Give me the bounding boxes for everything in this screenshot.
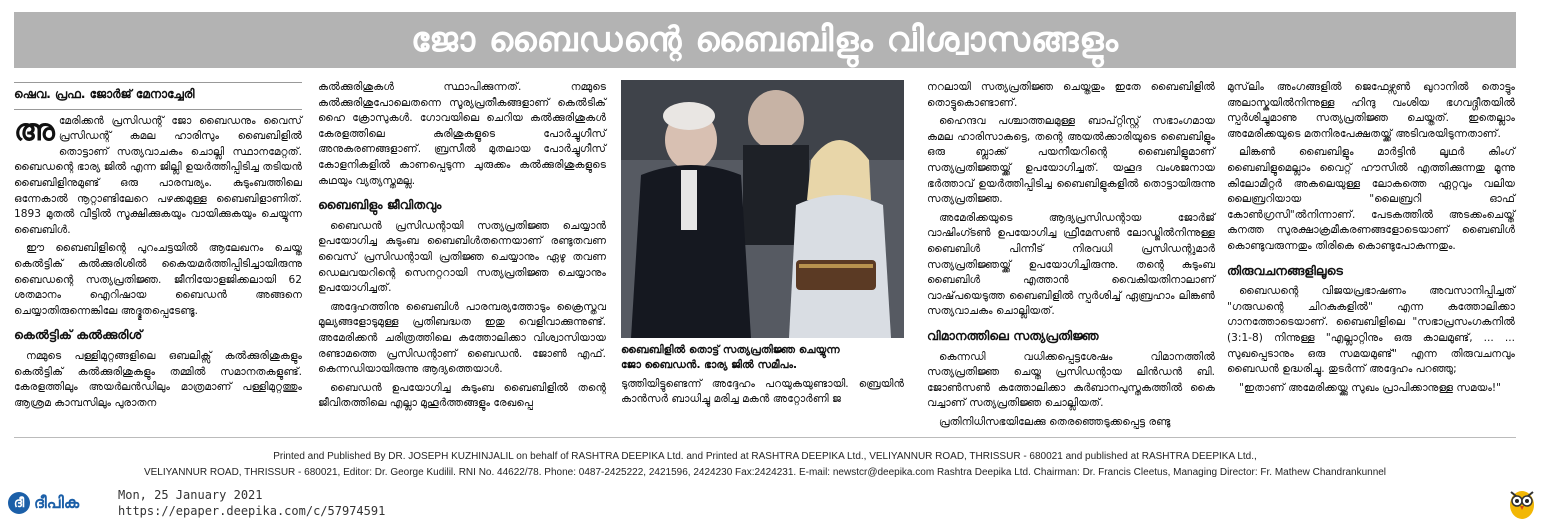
paragraph: പ്രതിനിധിസഭയിലേക്കു തെരഞ്ഞെടുക്കപ്പെട്ട രണ്ടു	[939, 415, 1171, 428]
photo-caption	[621, 343, 904, 407]
epaper-url[interactable]: https://epaper.deepika.com/c/57974591	[118, 504, 386, 518]
paragraph: നറലായി സത്യപ്രതിജ്ഞ ചെയ്തതും ഇതേ ബൈബിളിൽ തൊട്ടുകൊണ്ടാണ്.	[927, 81, 1215, 109]
paragraph-text: മേരിക്കൻ പ്രസിഡന്റ് ജോ ബൈഡനും വൈസ് പ്രസിഡന്റ് കമല ഹാരിസും ബൈബിളിൽ തൊട്ടാണ് സത്യവാചകം ചൊല്ലി സ്ഥാനമേറ്റത്. ബൈഡന്റെ ഭാര്യ ജിൽ എന്ന ജില്ലി ഉയർത്തിപ്പിടിച്ച തടിയൻ ബൈബിളിനുമുണ്ട് ഒരു പാരമ്പര്യം. കുടുംബത്തിലെ ഒന്നേകാൽ നൂറ്റാണ്ടിലേറെ പഴക്കമുള്ള ബൈബിളാണിത്. 1893 മുതൽ വീട്ടിൽ സൂക്ഷിക്കുകയും വായിക്കുകയും ചെയ്യുന്ന ബൈബിൾ.	[14, 114, 302, 236]
paragraph: ലിങ്കൺ ബൈബിളും മാർട്ടിൻ ലൂഥർ കിംഗ് ബൈബിളുമെല്ലാം വൈറ്റ് ഹൗസിൽ എത്തിക്കുന്നതു മൂന്നു കിലോമീറ്റർ അകലെയുള്ള ലോകത്തെ ഏറ്റവും വലിയ ലൈബ്രറിയായ "ലൈബ്രറി ഓഫ് കോൺഗ്രസി"ൽനിന്നാണ്. പേടകത്തിൽ അടക്കംചെയ്ത് കനത്ത സുരക്ഷാക്രമീകരണങ്ങളോടെയാണ് ബൈബിൾ കൊണ്ടുവരുന്നതും തിരികെ കൊണ്ടുപോകുന്നതും.	[1227, 146, 1515, 252]
subheading: കെൽട്ടിക് കൽക്കുരിശ്	[14, 327, 143, 343]
article-column-1	[14, 80, 302, 414]
paragraph: അമേരിക്കയുടെ ആദ്യപ്രസിഡന്റായ ജോർജ് വാഷിംഗ്ടൺ ഉപയോഗിച്ച ഫ്രീമേസൺ ലോഡ്ജിൽനിന്നുള്ള ബൈബിൾ പിന്നീട് നിരവധി പ്രസിഡന്റുമാർ സത്യപ്രതിജ്ഞയ്ക്ക് ഉപയോഗിച്ചിരുന്നു. തന്റെ കുടുംബ ബൈബിൾ എത്താൻ വൈകിയതിനാലാണ് വാഷ്‌പയെടുത്ത ബൈബിളിൽ സ്പർശിച്ച് ഏബ്രഹാം ലിങ്കൺ സത്യവാചകം ചൊല്ലിയത്.	[927, 211, 1215, 318]
paragraph: ഈ ബൈബിളിന്റെ പുറംചട്ടയിൽ ആലേഖനം ചെയ്ത കെൽട്ടിക് കൽക്കുരിശിൽ കൈയമർത്തിപ്പിടിച്ചായിരുന്നു ബൈഡന്റെ സത്യപ്രതിജ്ഞ. ജീനിയോളജിക്കലായി 62 ശതമാനം ഐറിഷായ ബൈഡൻ അങ്ങനെ ചെയ്യാതിരുന്നെങ്കിലേ അദ്ഭുതപ്പെടേണ്ടൂ.	[14, 242, 302, 317]
paragraph: ബൈഡൻ പ്രസിഡന്റായി സത്യപ്രതിജ്ഞ ചെയ്യാൻ ഉപയോഗിച്ച കുടുംബ ബൈബിൾതന്നെയാണ് രണ്ടുതവണ വൈസ് പ്രസിഡന്റായി പ്രതിജ്ഞ ചെയ്യാനും ഏഴു തവണ ഡെലവയറിന്റെ സെനറ്ററായി സത്യപ്രതിജ്ഞ ചെയ്യാനും ഉപയോഗിച്ചത്.	[318, 219, 606, 295]
paragraph: ടുത്തിയിട്ടുണ്ടെന്ന് അദ്ദേഹം പറയുകയുണ്ടായി. ബ്രെയിൻ കാൻസർ ബാധിച്ചു മരിച്ച മകൻ അറ്റോർണി ജ	[621, 378, 904, 405]
paragraph: ബൈഡൻ ഉപയോഗിച്ച കുടുംബ ബൈബിളിൽ തന്റെ ജീവിതത്തിലെ എല്ലാ മുഹൂർത്തങ്ങളും രേഖപ്പെ	[318, 381, 606, 410]
article-column-2	[318, 80, 606, 415]
caption-line: ജോ ബൈഡൻ. ഭാര്യ ജിൽ സമീപം.	[621, 359, 798, 371]
deepika-logo[interactable]	[8, 492, 79, 514]
logo-text: ദീപിക	[34, 493, 80, 512]
article-column-4	[927, 80, 1215, 433]
byline: ഷെവ. പ്രഫ. ജോർജ് മേനാച്ചേരി	[14, 87, 195, 101]
edition-date: Mon, 25 January 2021	[118, 488, 263, 502]
subheading: തിരുവചനങ്ങളിലൂടെ	[1227, 262, 1343, 278]
paragraph: ഹൈന്ദവ പശ്ചാത്തലമുള്ള ബാപ്റ്റിസ്റ്റ് സഭാംഗമായ കമല ഹാരിസാകട്ടെ, തന്റെ അയൽക്കാരിയുടെ ബൈബിളും ഒരു ബ്ലാക്ക് പയനീയറിന്റെ ബൈബിളുമാണ് സത്യപ്രതിജ്ഞയ്ക്ക് ഉപയോഗിച്ചത്. യഹൂദ വംശജനായ ഭർത്താവ് ഉയർത്തിപ്പിടിച്ച ബൈബിളുകളിൽ തൊട്ടായിരുന്നു സത്യപ്രതിജ്ഞ.	[927, 115, 1215, 206]
drop-cap: അ	[14, 112, 55, 148]
paragraph: കൽക്കുരിശുകൾ സ്ഥാപിക്കുന്നത്. നമ്മുടെ കൽക്കുരിശുപോലെതന്നെ സൂര്യപ്രതീകങ്ങളാണ് കെൽടിക് ഹൈ ക്രോസുകൾ. ഗോവയിലെ ചെറിയ കൽക്കുരിശുകൾ കേരളത്തിലെ കുരിശുകളുടെ പോർച്ചുഗീസ് അനുകരണങ്ങളാണ്. ബ്രസീൽ മുതലായ പോർച്ചുഗീസ് കോളനികളിൽ കാണപ്പെടുന്ന ചുരുക്കം കൽക്കുരിശുകളുടെ കഥയും വ്യത്യസ്തമല്ല.	[318, 81, 606, 187]
subheading: ബൈബിളും ജീവിതവും	[318, 197, 442, 213]
photo-illustration	[621, 80, 904, 338]
imprint-line-1: Printed and Published By DR. JOSEPH KUZHINJALIL on behalf of RASHTRA DEEPIKA Ltd. and Printed at RASHTRA DEEPIKA Ltd., VELIYANNUR ROAD, THRISSUR - 680021 and published at RASHTRA DEEPIKA Ltd.,	[273, 451, 1257, 462]
paragraph: നമ്മുടെ പള്ളിമുറ്റങ്ങളിലെ ഒബലിക്സ് കൽക്കുരിശുകളും കെൽട്ടിക് കൽക്കുരിശുകളും തമ്മിൽ സമാനതകളുണ്ട്. കേരളത്തിലും അയർലൻഡിലും മാത്രമാണ് പള്ളിമുറ്റത്തും ആശ്രമ കാമ്പസിലും പുരാതന	[14, 349, 302, 409]
headline-banner	[14, 12, 1516, 68]
paragraph: "ഇതാണ് അമേരിക്കയ്ക്കു സുഖം പ്രാപിക്കാനുള്ള സമയം!"	[1239, 381, 1502, 394]
paragraph: ബൈഡന്റെ വിജയപ്രഭാഷണം അവസാനിപ്പിച്ചത് "ഗരുഡന്റെ ചിറകുകളിൽ" എന്ന കത്തോലിക്കാ ഗാനത്തോടെയാണ്. ബൈബിളിലെ "സഭാപ്രസംഗകനിൽ (3:1-8) നിന്നുള്ള "എല്ലാറ്റിനും ഒരു കാലമുണ്ട്, ... ... സുഖപ്പെടാനും ഒരു സമയമുണ്ട്" എന്ന തിരുവചനവും ബൈഡൻ ഉദ്ധരിച്ചു. തുടർന്ന് അദ്ദേഹം പറഞ്ഞു;	[1227, 285, 1515, 376]
paragraph	[14, 114, 302, 239]
logo-badge: ദീ	[8, 492, 30, 514]
article-column-5	[1227, 80, 1515, 399]
paragraph: അദ്ദേഹത്തിനു ബൈബിൾ പാരമ്പര്യത്തോടും ക്രൈസ്തവ മൂല്യങ്ങളോടുമുള്ള പ്രതിബദ്ധത ഇതു വെളിവാക്കുന്നുണ്ട്. അമേരിക്കൻ ചരിത്രത്തിലെ കത്തോലിക്കാ വിശ്വാസിയായ രണ്ടാമത്തെ പ്രസിഡന്റാണ് ബൈഡൻ. ജോൺ എഫ്. കെന്നഡിയായിരുന്നു ആദ്യത്തെയാൾ.	[318, 300, 606, 376]
paragraph: കെന്നഡി വധിക്കപ്പെട്ടശേഷം വിമാനത്തിൽ സത്യപ്രതിജ്ഞ ചെയ്ത പ്രസിഡന്റായ ലിൻഡൻ ബി. ജോൺസൺ കത്തോലിക്കാ കുർബാനപുസ്തകത്തിൽ കൈ വച്ചാണ് സത്യപ്രതിജ്ഞ ചൊല്ലിയത്.	[927, 350, 1215, 410]
footer-divider	[14, 437, 1516, 438]
headline: ജോ ബൈഡന്റെ ബൈബിളും വിശ്വാസങ്ങളും	[411, 20, 1119, 60]
divider	[14, 82, 302, 83]
subheading: വിമാനത്തിലെ സത്യപ്രതിജ്ഞ	[927, 327, 1099, 343]
imprint-line-2: VELIYANNUR ROAD, THRISSUR - 680021, Editor: Dr. George Kudilil. RNI No. 44622/78. Phone: 0487-2425222, 2421596, 2424230 Fax:2424231. E-mail: newstcr@deepika.com Rashtra Deepika Ltd. Chairman: Dr. Francis Cleetus, Managing Director: Fr. Mathew Chandrankunnel	[143, 467, 1387, 478]
owl-icon[interactable]	[1507, 486, 1537, 520]
paragraph: മുസ്‌ലിം അംഗങ്ങളിൽ ജെഫേഴ്സൺ ഖുറാനിൽ തൊട്ടും അലാസ്കയിൽനിന്നുള്ള ഹിന്ദു വംശിയ ഭഗവദ്ഗീതയിൽ സ്പർശിച്ചുമാണു സത്യപ്രതിജ്ഞ ചെയ്തത്. ഇതെല്ലാം അമേരിക്കയുടെ മതനിരപേക്ഷതയ്ക്ക് അടിവരയിടുന്നതാണ്.	[1227, 81, 1515, 140]
inauguration-photo	[621, 80, 904, 338]
caption-line: ബൈബിളിൽ തൊട്ട് സത്യപ്രതിജ്ഞ ചെയ്യുന്ന	[621, 344, 840, 356]
divider	[14, 109, 302, 110]
